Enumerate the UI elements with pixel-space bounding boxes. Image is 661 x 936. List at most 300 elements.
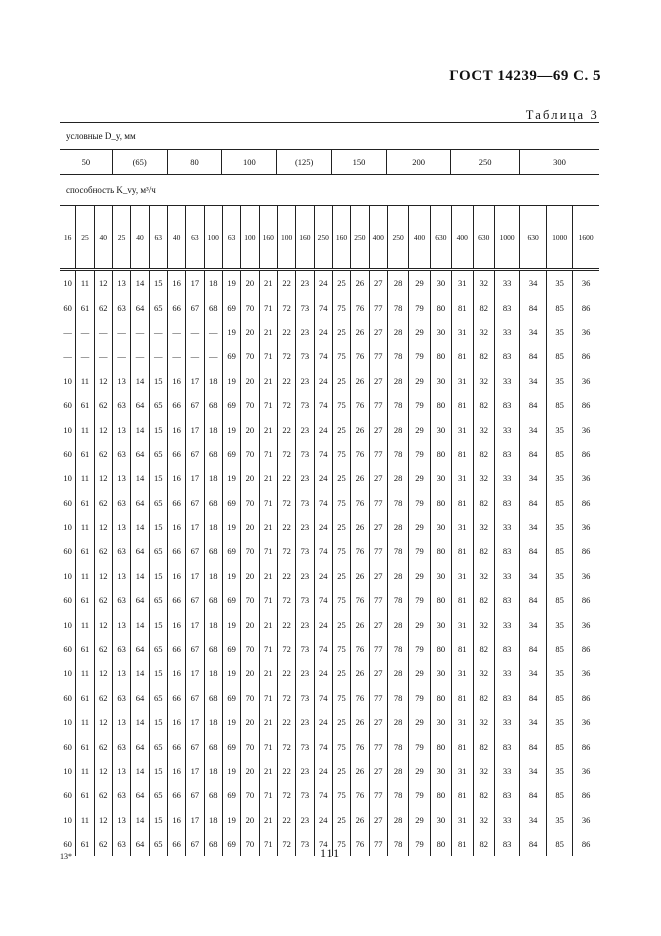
table-cell: 12 bbox=[94, 612, 112, 636]
table-cell: 77 bbox=[369, 637, 387, 661]
table-cell: 30 bbox=[430, 661, 451, 685]
table-cell: 10 bbox=[63, 522, 72, 533]
table-cell: 77 bbox=[369, 344, 387, 368]
table-cell: 17 bbox=[185, 515, 203, 539]
table-cell: 82 bbox=[473, 344, 494, 368]
table-cell: 19 bbox=[222, 320, 240, 344]
table-cell: 72 bbox=[277, 539, 295, 563]
table-cell: 86 bbox=[572, 783, 599, 807]
table-cell: 86 bbox=[572, 295, 599, 319]
table-cell: 31 bbox=[451, 466, 472, 490]
kv-header-cell: 630 bbox=[519, 206, 546, 268]
table-cell: 79 bbox=[408, 539, 429, 563]
table-cell: 74 bbox=[314, 637, 332, 661]
table-cell: 61 bbox=[75, 637, 93, 661]
table-cell: 30 bbox=[430, 320, 451, 344]
table-cell: 73 bbox=[295, 442, 313, 466]
table-cell: 82 bbox=[473, 295, 494, 319]
table-cell: 14 bbox=[130, 710, 148, 734]
table-cell: 17 bbox=[185, 369, 203, 393]
table-cell: 22 bbox=[277, 271, 295, 295]
table-cell: 69 bbox=[222, 491, 240, 515]
table-cell: 74 bbox=[314, 734, 332, 758]
table-cell: 68 bbox=[204, 783, 222, 807]
table-cell: 28 bbox=[387, 612, 408, 636]
table-cell: 84 bbox=[519, 295, 546, 319]
table-cell: 14 bbox=[130, 612, 148, 636]
table-cell: 61 bbox=[75, 295, 93, 319]
table-cell: — bbox=[185, 320, 203, 344]
table-cell: 18 bbox=[204, 369, 222, 393]
table-cell: 27 bbox=[369, 466, 387, 490]
table-cell: 84 bbox=[519, 734, 546, 758]
table-cell: 82 bbox=[473, 832, 494, 856]
table-cell: 67 bbox=[185, 588, 203, 612]
table-cell: 33 bbox=[494, 417, 519, 441]
table-cell: 16 bbox=[167, 661, 185, 685]
table-cell: 81 bbox=[451, 539, 472, 563]
table-cell: — bbox=[167, 320, 185, 344]
table-cell: 86 bbox=[572, 344, 599, 368]
table-cell: 14 bbox=[130, 661, 148, 685]
table-cell: 16 bbox=[167, 271, 185, 295]
table-cell: 30 bbox=[430, 564, 451, 588]
table-cell: 31 bbox=[451, 759, 472, 783]
table-cell: 72 bbox=[277, 783, 295, 807]
table-cell: 35 bbox=[546, 466, 573, 490]
table-cell: 32 bbox=[473, 808, 494, 832]
table-cell: 76 bbox=[350, 686, 368, 710]
table-cell: — bbox=[112, 344, 130, 368]
table-cell: 23 bbox=[295, 564, 313, 588]
table-cell: 10 bbox=[63, 570, 72, 581]
table-cell: 23 bbox=[295, 417, 313, 441]
table-cell: 25 bbox=[332, 612, 350, 636]
table-cell: 30 bbox=[430, 515, 451, 539]
table-cell: 86 bbox=[572, 637, 599, 661]
table-cell: 78 bbox=[387, 295, 408, 319]
table-cell: 20 bbox=[240, 466, 258, 490]
table-cell: 32 bbox=[473, 564, 494, 588]
table-cell: 62 bbox=[94, 686, 112, 710]
table-cell: 85 bbox=[546, 344, 573, 368]
table-cell: 23 bbox=[295, 710, 313, 734]
table-cell: 21 bbox=[259, 271, 277, 295]
table-sheet bbox=[60, 122, 599, 856]
table-cell: 27 bbox=[369, 369, 387, 393]
kv-header-cell: 25 bbox=[75, 206, 93, 268]
table-cell: 33 bbox=[494, 564, 519, 588]
table-cell: 73 bbox=[295, 344, 313, 368]
table-cell: 72 bbox=[277, 491, 295, 515]
kv-header-cell: 250 bbox=[350, 206, 368, 268]
table-row bbox=[60, 442, 599, 466]
table-cell: 71 bbox=[259, 637, 277, 661]
dn-cell: 50 bbox=[81, 157, 91, 167]
dn-cell: (65) bbox=[112, 150, 167, 174]
table-row bbox=[60, 295, 599, 319]
table-cell: 71 bbox=[259, 393, 277, 417]
table-cell: 27 bbox=[369, 661, 387, 685]
table-cell: 62 bbox=[94, 393, 112, 417]
table-cell: 35 bbox=[546, 710, 573, 734]
table-cell: 79 bbox=[408, 295, 429, 319]
table-cell: 79 bbox=[408, 734, 429, 758]
table-cell: 31 bbox=[451, 320, 472, 344]
table-cell: 29 bbox=[408, 417, 429, 441]
table-cell: 66 bbox=[167, 491, 185, 515]
table-cell: 83 bbox=[494, 588, 519, 612]
table-cell: 13 bbox=[112, 369, 130, 393]
table-cell: 82 bbox=[473, 539, 494, 563]
table-cell: 19 bbox=[222, 466, 240, 490]
table-cell: 18 bbox=[204, 564, 222, 588]
table-cell: 14 bbox=[130, 808, 148, 832]
table-cell: 25 bbox=[332, 369, 350, 393]
table-cell: 12 bbox=[94, 417, 112, 441]
table-cell: 20 bbox=[240, 417, 258, 441]
table-cell: 81 bbox=[451, 491, 472, 515]
table-cell: 84 bbox=[519, 686, 546, 710]
table-cell: 80 bbox=[430, 832, 451, 856]
table-cell: 18 bbox=[204, 710, 222, 734]
table-cell: 67 bbox=[185, 832, 203, 856]
table-cell: 65 bbox=[149, 295, 167, 319]
table-cell: 78 bbox=[387, 344, 408, 368]
table-cell: 66 bbox=[167, 295, 185, 319]
table-cell: 27 bbox=[369, 808, 387, 832]
table-cell: 34 bbox=[519, 369, 546, 393]
table-row bbox=[60, 661, 599, 685]
table-cell: 28 bbox=[387, 710, 408, 734]
table-cell: 20 bbox=[240, 271, 258, 295]
table-cell: 33 bbox=[494, 710, 519, 734]
table-cell: 24 bbox=[314, 564, 332, 588]
table-cell: 12 bbox=[94, 564, 112, 588]
kv-header-cell: 63 bbox=[222, 206, 240, 268]
table-cell: — bbox=[149, 344, 167, 368]
table-cell: 23 bbox=[295, 320, 313, 344]
table-row bbox=[60, 417, 599, 441]
table-cell: 19 bbox=[222, 369, 240, 393]
table-cell: 11 bbox=[75, 271, 93, 295]
table-cell: 66 bbox=[167, 734, 185, 758]
table-cell: 86 bbox=[572, 734, 599, 758]
table-cell: 85 bbox=[546, 734, 573, 758]
table-cell: 76 bbox=[350, 491, 368, 515]
table-cell: 64 bbox=[130, 686, 148, 710]
table-cell: 10 bbox=[63, 278, 72, 289]
table-cell: 26 bbox=[350, 710, 368, 734]
table-cell: 19 bbox=[222, 710, 240, 734]
table-cell: 30 bbox=[430, 466, 451, 490]
kv-header-row bbox=[60, 206, 599, 268]
table-cell: 11 bbox=[75, 515, 93, 539]
table-cell: 69 bbox=[222, 393, 240, 417]
table-cell: — bbox=[130, 344, 148, 368]
table-cell: 30 bbox=[430, 417, 451, 441]
table-cell: 70 bbox=[240, 344, 258, 368]
table-cell: 14 bbox=[130, 417, 148, 441]
table-cell: 19 bbox=[222, 808, 240, 832]
table-cell: 17 bbox=[185, 808, 203, 832]
dn-row bbox=[60, 150, 599, 174]
table-cell: 22 bbox=[277, 564, 295, 588]
table-cell: 64 bbox=[130, 832, 148, 856]
table-cell: 13 bbox=[112, 271, 130, 295]
table-cell: 36 bbox=[572, 808, 599, 832]
table-cell: 60 bbox=[63, 400, 72, 411]
table-cell: 76 bbox=[350, 783, 368, 807]
table-cell: 29 bbox=[408, 271, 429, 295]
table-cell: 73 bbox=[295, 393, 313, 417]
table-cell: 31 bbox=[451, 515, 472, 539]
table-cell: 35 bbox=[546, 808, 573, 832]
table-cell: 84 bbox=[519, 539, 546, 563]
table-cell: 23 bbox=[295, 515, 313, 539]
table-cell: 18 bbox=[204, 612, 222, 636]
table-cell: 10 bbox=[63, 668, 72, 679]
table-cell: 25 bbox=[332, 417, 350, 441]
table-cell: 63 bbox=[112, 588, 130, 612]
table-cell: 27 bbox=[369, 710, 387, 734]
table-cell: 24 bbox=[314, 320, 332, 344]
table-cell: 83 bbox=[494, 393, 519, 417]
table-cell: 64 bbox=[130, 442, 148, 466]
table-cell: 33 bbox=[494, 759, 519, 783]
table-cell: 69 bbox=[222, 442, 240, 466]
table-cell: 10 bbox=[63, 766, 72, 776]
table-cell: 78 bbox=[387, 832, 408, 856]
table-cell: 72 bbox=[277, 832, 295, 856]
table-cell: 60 bbox=[63, 546, 72, 557]
table-cell: 19 bbox=[222, 515, 240, 539]
table-cell: 69 bbox=[222, 539, 240, 563]
table-cell: 26 bbox=[350, 369, 368, 393]
table-cell: 19 bbox=[222, 759, 240, 783]
table-cell: 83 bbox=[494, 442, 519, 466]
table-cell: 35 bbox=[546, 759, 573, 783]
table-cell: 29 bbox=[408, 808, 429, 832]
table-row bbox=[60, 491, 599, 515]
table-cell: 81 bbox=[451, 734, 472, 758]
table-cell: 18 bbox=[204, 808, 222, 832]
table-cell: 69 bbox=[222, 734, 240, 758]
table-cell: 76 bbox=[350, 295, 368, 319]
table-cell: 26 bbox=[350, 808, 368, 832]
kv-header-cell: 100 bbox=[240, 206, 258, 268]
table-cell: — bbox=[167, 344, 185, 368]
table-cell: 69 bbox=[222, 783, 240, 807]
table-cell: 71 bbox=[259, 832, 277, 856]
table-cell: 22 bbox=[277, 417, 295, 441]
table-cell: 32 bbox=[473, 515, 494, 539]
table-cell: 81 bbox=[451, 588, 472, 612]
table-cell: 67 bbox=[185, 491, 203, 515]
table-cell: 74 bbox=[314, 442, 332, 466]
table-row bbox=[60, 734, 599, 758]
table-cell: 25 bbox=[332, 564, 350, 588]
table-cell: 18 bbox=[204, 759, 222, 783]
table-cell: 29 bbox=[408, 759, 429, 783]
table-cell: 82 bbox=[473, 393, 494, 417]
table-cell: 70 bbox=[240, 491, 258, 515]
table-cell: 71 bbox=[259, 588, 277, 612]
table-cell: 64 bbox=[130, 539, 148, 563]
table-cell: 83 bbox=[494, 637, 519, 661]
table-cell: 80 bbox=[430, 491, 451, 515]
table-cell: 70 bbox=[240, 295, 258, 319]
table-cell: 71 bbox=[259, 783, 277, 807]
table-cell: 23 bbox=[295, 466, 313, 490]
table-cell: 11 bbox=[75, 612, 93, 636]
table-cell: 62 bbox=[94, 637, 112, 661]
table-cell: 83 bbox=[494, 491, 519, 515]
table-cell: 26 bbox=[350, 564, 368, 588]
table-cell: 81 bbox=[451, 637, 472, 661]
table-cell: 33 bbox=[494, 320, 519, 344]
table-cell: 16 bbox=[167, 612, 185, 636]
table-cell: 23 bbox=[295, 808, 313, 832]
table-cell: 75 bbox=[332, 393, 350, 417]
table-cell: 81 bbox=[451, 686, 472, 710]
table-cell: 79 bbox=[408, 393, 429, 417]
table-cell: 15 bbox=[149, 417, 167, 441]
kv-header-cell: 400 bbox=[408, 206, 429, 268]
table-cell: 19 bbox=[222, 661, 240, 685]
table-cell: 32 bbox=[473, 612, 494, 636]
table-cell: 80 bbox=[430, 539, 451, 563]
table-cell: 24 bbox=[314, 612, 332, 636]
table-cell: 15 bbox=[149, 515, 167, 539]
table-title: Таблица 3 bbox=[525, 108, 599, 122]
kv-header-cell: 63 bbox=[149, 206, 167, 268]
table-cell: 25 bbox=[332, 466, 350, 490]
table-cell: 17 bbox=[185, 661, 203, 685]
table-cell: 36 bbox=[572, 369, 599, 393]
table-cell: 74 bbox=[314, 783, 332, 807]
table-cell: 67 bbox=[185, 734, 203, 758]
table-cell: 25 bbox=[332, 320, 350, 344]
table-cell: 76 bbox=[350, 393, 368, 417]
table-cell: 80 bbox=[430, 344, 451, 368]
table-cell: 34 bbox=[519, 466, 546, 490]
table-cell: 27 bbox=[369, 564, 387, 588]
table-cell: 82 bbox=[473, 686, 494, 710]
table-cell: 67 bbox=[185, 442, 203, 466]
table-cell: 61 bbox=[75, 539, 93, 563]
table-row bbox=[60, 466, 599, 490]
table-cell: 61 bbox=[75, 491, 93, 515]
table-cell: 67 bbox=[185, 686, 203, 710]
table-cell: 80 bbox=[430, 637, 451, 661]
table-cell: 72 bbox=[277, 588, 295, 612]
table-cell: 25 bbox=[332, 271, 350, 295]
table-cell: 19 bbox=[222, 612, 240, 636]
table-cell: 81 bbox=[451, 393, 472, 417]
table-cell: 74 bbox=[314, 344, 332, 368]
table-cell: 11 bbox=[75, 759, 93, 783]
table-cell: 79 bbox=[408, 832, 429, 856]
table-cell: 71 bbox=[259, 295, 277, 319]
table-cell: 27 bbox=[369, 320, 387, 344]
table-cell: 28 bbox=[387, 320, 408, 344]
table-cell: 82 bbox=[473, 783, 494, 807]
table-cell: 74 bbox=[314, 393, 332, 417]
table-cell: 27 bbox=[369, 417, 387, 441]
table-cell: 20 bbox=[240, 661, 258, 685]
table-cell: 64 bbox=[130, 783, 148, 807]
table-cell: 28 bbox=[387, 271, 408, 295]
table-cell: 27 bbox=[369, 515, 387, 539]
table-cell: 36 bbox=[572, 417, 599, 441]
table-cell: 84 bbox=[519, 783, 546, 807]
table-cell: 68 bbox=[204, 832, 222, 856]
table-cell: 24 bbox=[314, 710, 332, 734]
table-cell: 20 bbox=[240, 515, 258, 539]
table-cell: 16 bbox=[167, 369, 185, 393]
table-cell: 27 bbox=[369, 759, 387, 783]
table-cell: 66 bbox=[167, 393, 185, 417]
table-cell: 60 bbox=[63, 692, 72, 703]
dn-cell: 100 bbox=[221, 150, 276, 174]
table-cell: 32 bbox=[473, 661, 494, 685]
kv-header-cell: 630 bbox=[430, 206, 451, 268]
table-cell: 13 bbox=[112, 808, 130, 832]
table-cell: 68 bbox=[204, 734, 222, 758]
table-cell: — bbox=[130, 320, 148, 344]
table-row bbox=[60, 344, 599, 368]
table-cell: 19 bbox=[222, 417, 240, 441]
table-cell: 60 bbox=[63, 595, 72, 606]
table-cell: 20 bbox=[240, 612, 258, 636]
table-cell: 14 bbox=[130, 515, 148, 539]
table-cell: 75 bbox=[332, 686, 350, 710]
table-cell: 63 bbox=[112, 393, 130, 417]
table-cell: 24 bbox=[314, 515, 332, 539]
table-cell: 77 bbox=[369, 588, 387, 612]
table-cell: 23 bbox=[295, 369, 313, 393]
table-row bbox=[60, 710, 599, 734]
table-cell: 15 bbox=[149, 466, 167, 490]
table-cell: 78 bbox=[387, 734, 408, 758]
dn-cell: (125) bbox=[276, 150, 331, 174]
table-cell: 76 bbox=[350, 344, 368, 368]
table-cell: 25 bbox=[332, 710, 350, 734]
table-cell: 31 bbox=[451, 271, 472, 295]
table-cell: — bbox=[75, 320, 93, 344]
table-row bbox=[60, 588, 599, 612]
table-cell: 28 bbox=[387, 515, 408, 539]
table-cell: 71 bbox=[259, 442, 277, 466]
table-cell: 28 bbox=[387, 564, 408, 588]
row2-label: способность K_vy, м³/ч bbox=[66, 185, 156, 195]
table-cell: 83 bbox=[494, 734, 519, 758]
table-cell: 77 bbox=[369, 539, 387, 563]
kv-header-cell: 100 bbox=[277, 206, 295, 268]
table-cell: 25 bbox=[332, 759, 350, 783]
table-row bbox=[60, 369, 599, 393]
table-cell: 30 bbox=[430, 612, 451, 636]
table-cell: 17 bbox=[185, 271, 203, 295]
table-cell: 72 bbox=[277, 686, 295, 710]
table-cell: 61 bbox=[75, 832, 93, 856]
table-cell: 62 bbox=[94, 783, 112, 807]
table-cell: 84 bbox=[519, 491, 546, 515]
table-cell: 72 bbox=[277, 344, 295, 368]
table-cell: 27 bbox=[369, 271, 387, 295]
table-cell: 36 bbox=[572, 564, 599, 588]
